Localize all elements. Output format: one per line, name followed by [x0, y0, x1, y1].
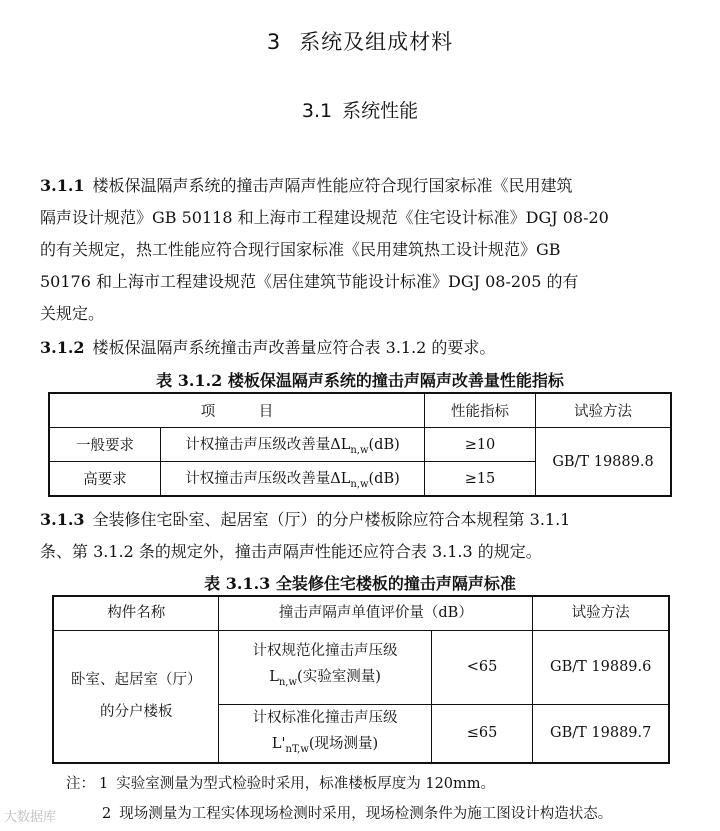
clause-text: 的有关规定，热工性能应符合现行国家标准《民用建筑热工设计规范》GB: [40, 240, 561, 259]
header-index: 性能指标: [425, 393, 536, 428]
quantity-note: (现场测量): [308, 735, 379, 752]
quantity-subscript: n,w: [350, 444, 369, 456]
watermark: 大数据库: [4, 810, 57, 825]
test-method: GB/T 19889.7: [533, 704, 669, 763]
quantity-name: 计权规范化撞击声压级: [252, 643, 398, 660]
note-number: 1: [99, 776, 109, 792]
clause-text: 50176 和上海市工程建设规范《居住建筑节能设计标准》DGJ 08-205 的有: [40, 272, 579, 291]
header-component: 构件名称: [53, 596, 219, 630]
clause-number: 3.1.3: [40, 510, 85, 529]
performance-table: [48, 392, 672, 497]
note-1: [66, 772, 495, 793]
quantity-note: (实验室测量): [297, 669, 381, 686]
limit-value: ≤65: [431, 704, 533, 763]
quantity-cell: [219, 630, 431, 704]
clause-text: 楼板保温隔声系统的撞击声隔声性能应符合现行国家标准《民用建筑: [92, 176, 573, 195]
chapter-heading: [0, 26, 720, 56]
limit-value: <65: [431, 630, 533, 704]
requirement-level: 一般要求: [49, 428, 161, 462]
quantity-symbol: ΔL: [330, 437, 351, 454]
header-method: 试验方法: [536, 393, 672, 428]
quantity-cell: [161, 428, 425, 462]
quantity-cell: [219, 704, 431, 763]
component-line: 卧室、起居室（厅）: [70, 672, 202, 689]
note-text: 现场测量为工程实体现场检测时采用，现场检测条件为施工图设计构造状态。: [119, 806, 613, 822]
chapter-number: 3: [266, 30, 282, 54]
section-title: 系统性能: [342, 100, 419, 122]
test-method: GB/T 19889.8: [536, 428, 672, 497]
note-text: 实验室测量为型式检验时采用，标准楼板厚度为 120mm。: [116, 776, 496, 792]
quantity-symbol: L': [271, 735, 286, 752]
table-row: [49, 428, 671, 462]
table-caption: 表 3.1.3 全装修住宅楼板的撞击声隔声标准: [204, 574, 516, 593]
quantity-name: 计权标准化撞击声压级: [252, 709, 398, 726]
table-row: [53, 630, 669, 704]
chapter-title: 系统及组成材料: [299, 30, 454, 54]
header-method: 试验方法: [533, 596, 669, 630]
quantity-unit: (dB): [368, 437, 400, 454]
header-item: 项 目: [49, 393, 425, 428]
index-value: ≥15: [425, 462, 536, 497]
impact-sound-table: [52, 595, 670, 764]
clause-number: 3.1.2: [40, 338, 85, 357]
quantity-symbol: L: [269, 669, 279, 686]
section-number: 3.1: [301, 100, 333, 122]
quantity-name: 计权撞击声压级改善量: [185, 471, 331, 488]
index-value: ≥10: [425, 428, 536, 462]
clause-number: 3.1.1: [40, 176, 85, 195]
clause-text: 全装修住宅卧室、起居室（厅）的分户楼板除应符合本规程第 3.1.1: [92, 510, 571, 529]
component-line: 的分户楼板: [99, 704, 173, 721]
test-method: GB/T 19889.6: [533, 630, 669, 704]
clause-3-1-3: [40, 504, 685, 568]
table-caption: 表 3.1.2 楼板保温隔声系统的撞击声隔声改善量性能指标: [156, 371, 564, 390]
note-number: 2: [102, 806, 112, 822]
clause-3-1-1: [40, 170, 685, 330]
quantity-cell: [161, 462, 425, 497]
component-name: [53, 630, 219, 763]
note-2: [102, 802, 612, 823]
clause-text: 关规定。: [40, 304, 105, 323]
clause-text: 条、第 3.1.2 条的规定外，撞击声隔声性能还应符合表 3.1.3 的规定。: [40, 542, 542, 561]
section-heading: [0, 96, 720, 123]
requirement-level: 高要求: [49, 462, 161, 497]
quantity-symbol: ΔL: [330, 471, 351, 488]
quantity-subscript: n,w: [278, 676, 298, 688]
clause-text: 隔声设计规范》GB 50118 和上海市工程建设规范《住宅设计标准》DGJ 08-20: [40, 208, 609, 227]
quantity-subscript: n,w: [350, 478, 369, 490]
clause-3-1-2: [40, 332, 685, 364]
quantity-name: 计权撞击声压级改善量: [185, 437, 331, 454]
quantity-unit: (dB): [368, 471, 400, 488]
header-quantity: 撞击声隔声单值评价量（dB）: [219, 596, 533, 630]
note-label: 注：: [66, 776, 95, 792]
clause-text: 楼板保温隔声系统撞击声改善量应符合表 3.1.2 的要求。: [92, 338, 496, 357]
quantity-subscript: nT,w: [285, 743, 309, 755]
